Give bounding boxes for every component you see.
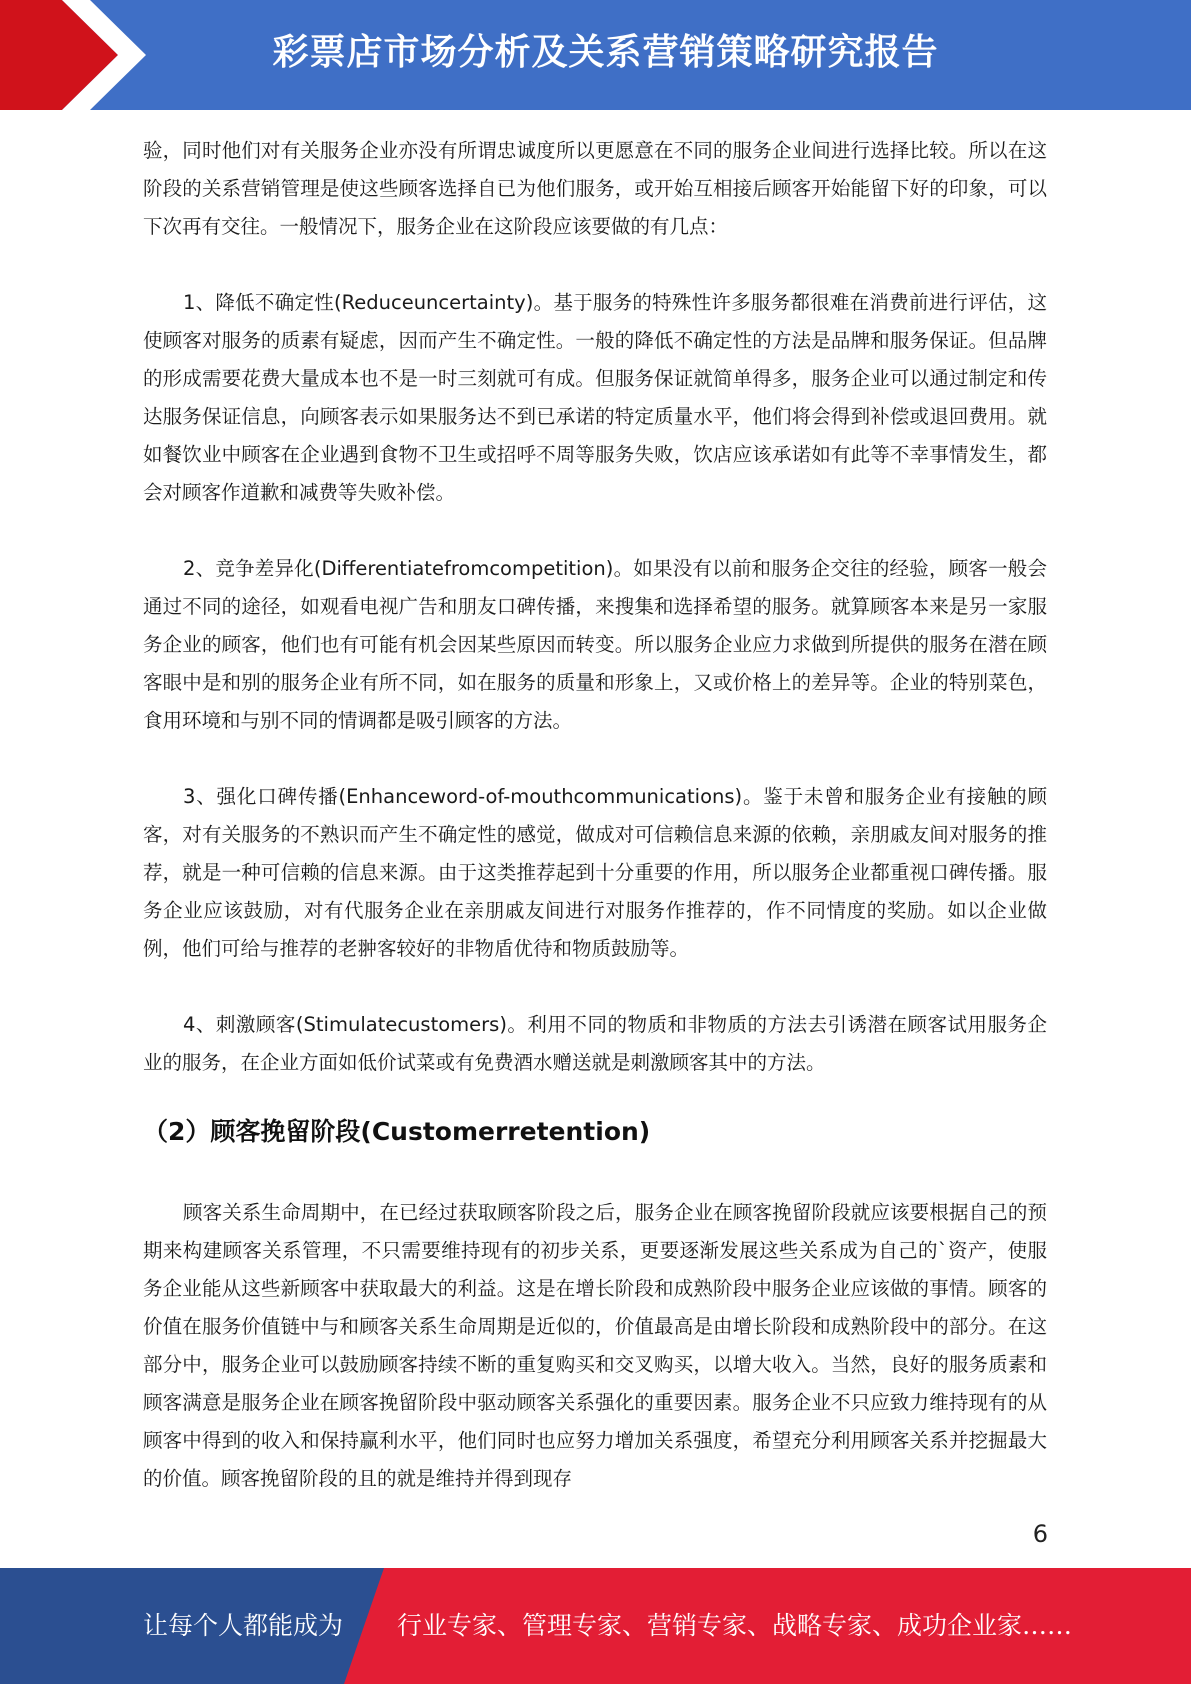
paragraph-customer-retention: 顾客关系生命周期中，在已经过获取顾客阶段之后，服务企业在顾客挽留阶段就应该要根据自己的预期来构建顾客关系管理，不只需要维持现有的初步关系，更要逐渐发展这些关系成为自己的`资产，使服务企业能从这些新顾客中获取最大的利益。这是在增长阶段和成熟阶段中服务企业应该做的事情。顾客的价值在服务价值链中与和顾客关系生命周期是近似的，价值最高是由增长阶段和成熟阶段中的部分。在这部分中，服务企业可以鼓励顾客持续不断的重复购买和交叉购买，以增大收入。当然，良好的服务质素和顾客满意是服务企业在顾客挽留阶段中驱动顾客关系强化的重要因素。服务企业不只应致力维持现有的从顾客中得到的收入和保持赢利水平，他们同时也应努力增加关系强度，希望充分利用顾客关系并挖掘最大的价值。顾客挽留阶段的且的就是维持并得到现存 <box>143 1201 1047 1490</box>
footer-slogan-right: 行业专家、管理专家、营销专家、战略专家、成功企业家…… <box>397 1611 1073 1640</box>
footer-slogan-left: 让每个人都能成为 <box>143 1611 344 1640</box>
footer-banner <box>0 1568 1191 1684</box>
paragraph-differentiate: 2、竞争差异化(Differentiatefromcompetition)。如果没有以前和服务企交往的经验，顾客一般会通过不同的途径，如观看电视广告和朋友口碑传播，来搜集和选择希望的服务。就算顾客本来是另一家服务企业的顾客，他们也有可能有机会因某些原因而转变。所以服务企业应力求做到所提供的服务在潜在顾客眼中是和别的服务企业有所不同，如在服务的质量和形象上，又或价格上的差异等。企业的特别菜色，食用环境和与别不同的情调都是吸引顾客的方法。 <box>143 557 1047 732</box>
paragraph-intro: 验，同时他们对有关服务企业亦没有所谓忠诚度所以更愿意在不同的服务企业间进行选择比较。所以在这阶段的关系营销管理是使这些顾客选择自已为他们服务，或开始互相接后顾客开始能留下好的印象，可以下次再有交往。一般情况下，服务企业在这阶段应该要做的有几点： <box>143 139 1047 238</box>
header-banner <box>0 0 1191 110</box>
paragraph-reduce-uncertainty: 1、降低不确定性(Reduceuncertainty)。基于服务的特殊性许多服务都很难在消费前进行评估，这使顾客对服务的质素有疑虑，因而产生不确定性。一般的降低不确定性的方法是品牌和服务保证。但品牌的形成需要花费大量成本也不是一时三刻就可有成。但服务保证就简单得多，服务企业可以通过制定和传达服务保证信息，向顾客表示如果服务达不到已承诺的特定质量水平，他们将会得到补偿或退回费用。就如餐饮业中顾客在企业遇到食物不卫生或招呼不周等服务失败，饮店应该承诺如有此等不幸事情发生，都会对顾客作道歉和减费等失败补偿。 <box>143 291 1047 504</box>
document-title: 彩票店市场分析及关系营销策略研究报告 <box>272 32 939 73</box>
paragraph-word-of-mouth: 3、强化口碑传播(Enhanceword-of-mouthcommunications)。鉴于未曾和服务企业有接触的顾客，对有关服务的不熟识而产生不确定性的感觉，做成对可信赖信息来源的依赖，亲朋戚友间对服务的推荐，就是一种可信赖的信息来源。由于这类推荐起到十分重要的作用，所以服务企业都重视口碑传播。服务企业应该鼓励，对有代服务企业在亲朋戚友间进行对服务作推荐的，作不同情度的奖励。如以企业做例，他们可给与推荐的老翀客较好的非物盾优待和物质鼓励等。 <box>143 785 1047 960</box>
document-body <box>143 132 1047 1536</box>
section-heading-customer-retention: （2）顾客挽留阶段(Customerretention) <box>143 1117 651 1146</box>
paragraph-stimulate-customers: 4、刺激顾客(Stimulatecustomers)。利用不同的物质和非物质的方法去引诱潜在顾客试用服务企业的服务，在企业方面如低价试菜或有免费酒水赠送就是刺激顾客其中的方法。 <box>143 1013 1047 1074</box>
page-number: 6 <box>1032 1520 1048 1548</box>
